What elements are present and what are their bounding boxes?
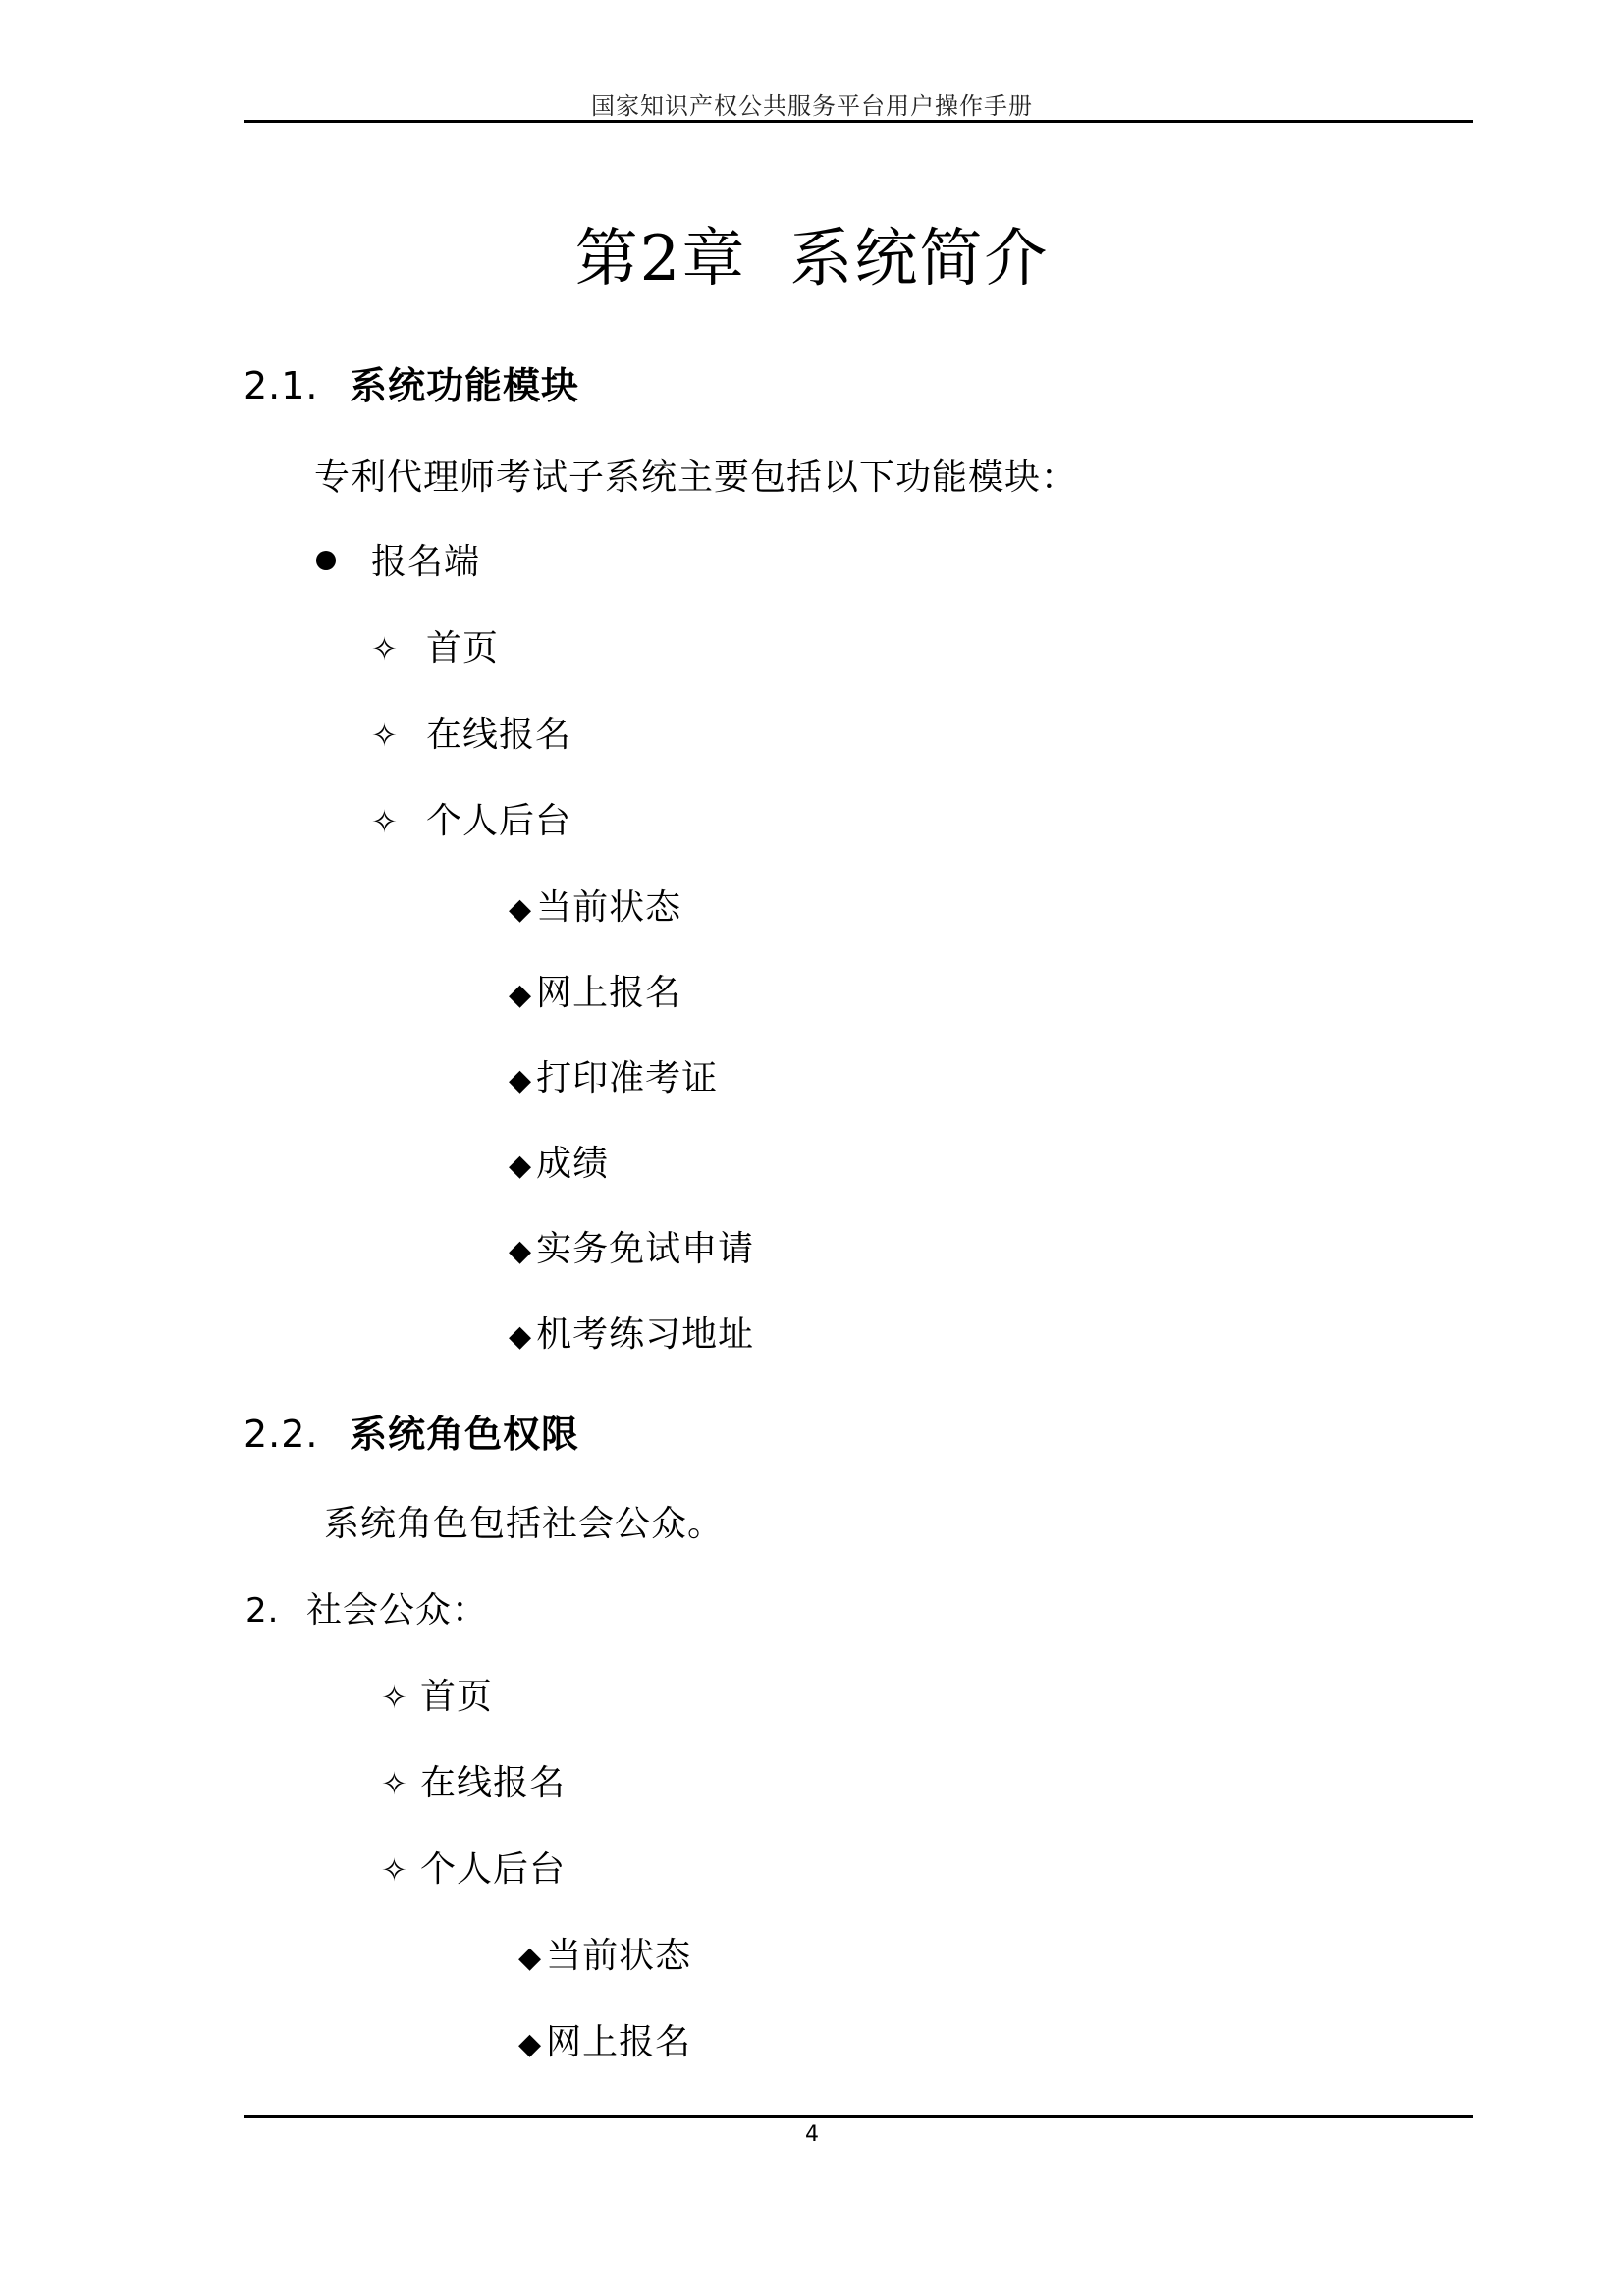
black-diamond-icon: ◆ <box>509 1234 533 1268</box>
four-point-star-icon: ✧ <box>381 1679 408 1716</box>
black-diamond-icon: ◆ <box>509 1319 533 1354</box>
section-heading-2-1 <box>244 355 579 409</box>
section-title: 系统功能模块 <box>350 364 580 407</box>
footer-rule <box>244 2115 1473 2118</box>
sub-list-item <box>509 1221 754 1271</box>
list-item-label: 首页 <box>420 1677 494 1717</box>
running-header: 国家知识产权公共服务平台用户操作手册 <box>591 92 1033 120</box>
list-item-label: 在线报名 <box>426 715 572 755</box>
section-number: 2.1. <box>244 364 319 407</box>
list-item <box>381 1842 566 1892</box>
sub-list-item <box>509 965 681 1015</box>
list-item-label: 个人后台 <box>420 1849 567 1890</box>
section-heading-2-2 <box>244 1404 579 1458</box>
list-item-label: 首页 <box>426 628 500 668</box>
black-diamond-icon: ◆ <box>509 1148 533 1183</box>
four-point-star-icon: ✧ <box>371 630 399 667</box>
role-number: 2. <box>245 1591 280 1630</box>
list-item-label: 在线报名 <box>420 1763 567 1803</box>
list-item <box>371 793 571 843</box>
black-diamond-icon: ◆ <box>518 1941 543 1975</box>
sub-list-item-label: 实务免试申请 <box>536 1229 755 1269</box>
sub-list-item-label: 机考练习地址 <box>536 1314 755 1355</box>
chapter-number: 第2章 <box>574 223 747 295</box>
list-item <box>381 1755 566 1805</box>
section-2-intro: 系统角色包括社会公众。 <box>324 1504 725 1544</box>
sub-list-item-label: 打印准考证 <box>536 1058 719 1098</box>
black-diamond-icon: ◆ <box>509 1063 533 1097</box>
list-item <box>381 1669 493 1719</box>
sub-list-item <box>518 1928 691 1978</box>
black-diamond-icon: ◆ <box>509 892 533 927</box>
section-title: 系统角色权限 <box>350 1413 580 1456</box>
page-number: 4 <box>805 2122 819 2147</box>
four-point-star-icon: ✧ <box>381 1765 408 1802</box>
list-item-label: 个人后台 <box>426 801 572 841</box>
sub-list-item-label: 网上报名 <box>546 2022 692 2062</box>
list-item <box>371 707 571 757</box>
bullet-item <box>316 534 480 584</box>
role-label: 社会公众： <box>306 1590 489 1630</box>
sub-list-item-label: 当前状态 <box>546 1936 692 1976</box>
sub-list-item <box>509 1050 718 1100</box>
black-diamond-icon: ◆ <box>518 2027 543 2061</box>
bullet-label: 报名端 <box>371 542 481 582</box>
chapter-title <box>0 208 1624 298</box>
sub-list-item-label: 网上报名 <box>536 973 682 1013</box>
sub-list-item <box>509 880 681 930</box>
sub-list-item <box>509 1136 609 1186</box>
sub-list-item <box>518 2014 691 2064</box>
sub-list-item-label: 成绩 <box>536 1144 610 1184</box>
section-number: 2.2. <box>244 1413 319 1456</box>
header-rule <box>244 120 1473 123</box>
four-point-star-icon: ✧ <box>381 1851 408 1889</box>
section-1-intro: 专利代理师考试子系统主要包括以下功能模块： <box>314 457 1078 498</box>
sub-list-item-label: 当前状态 <box>536 887 682 928</box>
filled-circle-icon <box>316 551 336 570</box>
black-diamond-icon: ◆ <box>509 978 533 1012</box>
four-point-star-icon: ✧ <box>371 717 399 754</box>
role-heading <box>245 1582 488 1632</box>
chapter-name: 系统简介 <box>789 223 1050 295</box>
list-item <box>371 620 499 670</box>
sub-list-item <box>509 1307 754 1357</box>
four-point-star-icon: ✧ <box>371 803 399 840</box>
